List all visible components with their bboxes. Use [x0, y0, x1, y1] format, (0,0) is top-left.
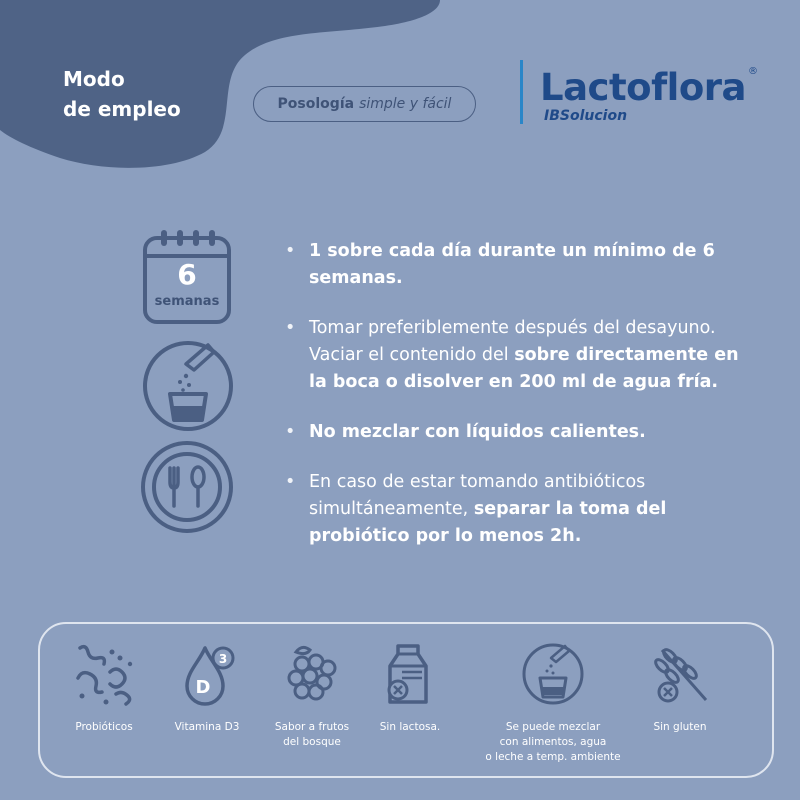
- feature-label: Probióticos: [75, 721, 133, 733]
- brand-subtitle: IBSolucion: [544, 108, 628, 124]
- vitamin-letter: D: [195, 677, 211, 698]
- sachet-glass-icon: [142, 340, 234, 432]
- bullet-dot: •: [285, 472, 296, 492]
- instruction-text: Tomar preferiblemente después del desayuno. Vaciar el contenido del: [309, 318, 716, 365]
- instruction-bold-text: No mezclar con líquidos calientes.: [309, 422, 646, 442]
- feature-mixable: [478, 642, 628, 765]
- feature-label: [478, 720, 628, 765]
- instruction-bold-text: separar la toma del probiótico por lo menos 2h.: [309, 499, 667, 546]
- brand-logo: [520, 60, 760, 128]
- vitamin-drop-icon: [175, 642, 239, 706]
- feature-gluten-free: [640, 642, 720, 735]
- wheat-icon: [648, 642, 712, 706]
- instructions-list: [285, 238, 755, 573]
- instruction-item: [285, 469, 755, 550]
- instruction-item: [285, 419, 755, 446]
- calendar-icon: [140, 228, 235, 326]
- calendar-number: 6: [177, 258, 197, 291]
- title-line-2: de empleo: [63, 97, 181, 121]
- instruction-text: En caso de estar tomando antibióticos simultáneamente,: [309, 472, 646, 519]
- vitamin-badge: 3: [218, 652, 228, 666]
- feature-vitamin-d3: [162, 642, 252, 735]
- feature-berries: [268, 642, 356, 750]
- feature-lactose-free: [370, 642, 450, 735]
- feature-label-line: del bosque: [283, 736, 341, 748]
- milk-carton-icon: [378, 642, 442, 706]
- instruction-bold-text: 1 sobre cada día durante un mínimo de 6 semanas.: [309, 241, 715, 288]
- logo-accent-bar: [520, 60, 523, 124]
- posology-pill: [253, 86, 476, 122]
- feature-label-line: Sabor a frutos: [274, 721, 350, 733]
- bacteria-icon: [72, 642, 136, 706]
- brand-name: Lactoflora: [540, 66, 746, 109]
- bullet-dot: •: [285, 241, 296, 261]
- features-box: [38, 622, 774, 778]
- feature-label: Sin lactosa.: [379, 721, 441, 733]
- feature-label-line: o leche a temp. ambiente: [485, 751, 621, 763]
- bullet-dot: •: [285, 422, 296, 442]
- pill-italic-text: simple y fácil: [359, 96, 452, 112]
- plate-cutlery-icon: [140, 440, 235, 535]
- feature-label-line: Se puede mezclar: [505, 721, 601, 733]
- pill-bold-text: Posología: [277, 96, 355, 112]
- feature-label-line: con alimentos, agua: [499, 736, 607, 748]
- title-line-1: Modo: [63, 67, 125, 91]
- section-title: [63, 64, 181, 124]
- instruction-item: [285, 315, 755, 396]
- instruction-item: [285, 238, 755, 292]
- feature-label: Vitamina D3: [174, 721, 240, 733]
- feature-label: [268, 720, 356, 750]
- bullet-dot: •: [285, 318, 296, 338]
- registered-mark: ®: [748, 66, 758, 77]
- sachet-glass-small-icon: [521, 642, 585, 706]
- raspberry-icon: [280, 642, 344, 706]
- feature-probiotics: [64, 642, 144, 735]
- instruction-bold-text: sobre directamente en la boca o disolver en 200 ml de agua fría.: [309, 345, 739, 392]
- calendar-unit: semanas: [154, 294, 220, 309]
- feature-label: Sin gluten: [653, 721, 707, 733]
